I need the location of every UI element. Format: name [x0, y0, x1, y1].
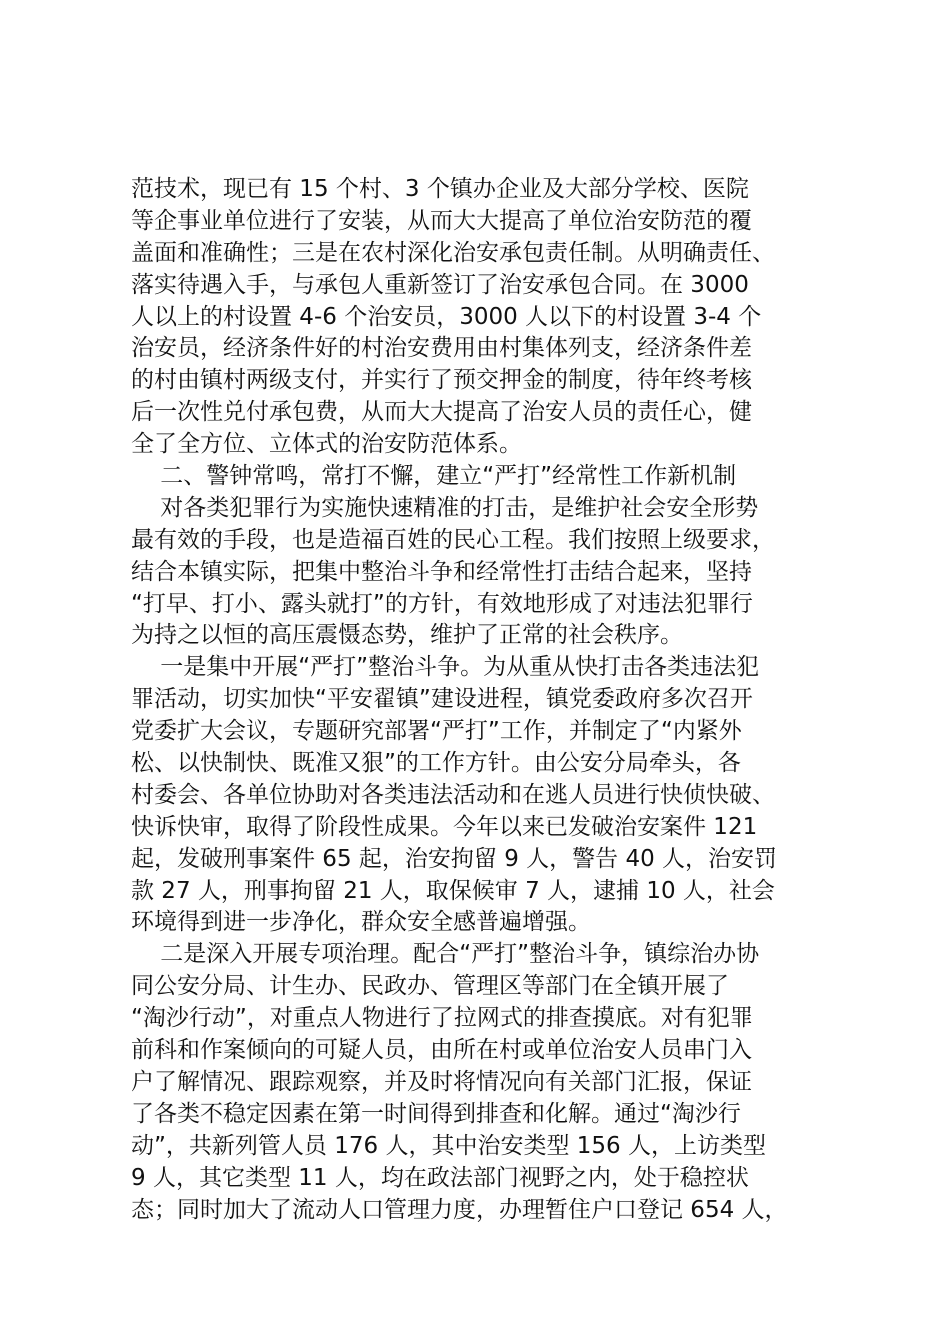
text-line: 二是深入开展专项治理。配合“严打”整治斗争，镇综治办协: [131, 941, 760, 968]
text-line: 落实待遇入手，与承包人重新签订了治安承包合同。在 3000: [131, 271, 749, 298]
text-line: 治安员，经济条件好的村治安费用由村集体列支，经济条件差: [131, 335, 752, 362]
text-line: 前科和作案倾向的可疑人员，由所在村或单位治安人员串门入: [131, 1037, 752, 1064]
text-line: “打早、打小、露头就打”的方针，有效地形成了对违法犯罪行: [131, 590, 753, 617]
text-line: 动”，共新列管人员 176 人，其中治安类型 156 人，上访类型: [131, 1132, 766, 1159]
text-line: 快诉快审，取得了阶段性成果。今年以来已发破治安案件 121: [131, 813, 758, 840]
text-line: 党委扩大会议，专题研究部署“严打”工作，并制定了“内紧外: [131, 718, 742, 745]
text-line: 款 27 人，刑事拘留 21 人，取保候审 7 人，逮捕 10 人，社会: [131, 877, 775, 904]
text-line: 范技术，现已有 15 个村、3 个镇办企业及大部分学校、医院: [131, 176, 749, 202]
text-line: 等企事业单位进行了安装，从而大大提高了单位治安防范的覆: [131, 207, 752, 234]
text-line: 对各类犯罪行为实施快速精准的打击，是维护社会安全形势: [131, 494, 759, 521]
text-line: 结合本镇实际，把集中整治斗争和经常性打击结合起来，坚持: [131, 558, 752, 585]
text-line: 为持之以恒的高压震慑态势，维护了正常的社会秩序。: [131, 622, 683, 649]
text-line: 环境得到进一步净化，群众安全感普遍增强。: [131, 909, 591, 936]
text-line: “淘沙行动”，对重点人物进行了拉网式的排查摸底。对有犯罪: [131, 1005, 753, 1032]
section-heading: 二、警钟常鸣，常打不懈，建立“严打”经常性工作新机制: [131, 463, 737, 490]
text-line: 了各类不稳定因素在第一时间得到排查和化解。通过“淘沙行: [131, 1100, 741, 1127]
text-line: 村委会、各单位协助对各类违法活动和在逃人员进行快侦快破、: [131, 781, 775, 808]
body-text: [131, 174, 831, 1226]
text-line: 起，发破刑事案件 65 起，治安拘留 9 人，警告 40 人，治安罚: [131, 845, 778, 872]
text-line: 最有效的手段，也是造福百姓的民心工程。我们按照上级要求，: [131, 526, 775, 553]
text-line: 盖面和准确性；三是在农村深化治安承包责任制。从明确责任、: [131, 239, 775, 266]
text-line: 的村由镇村两级支付，并实行了预交押金的制度，待年终考核: [131, 367, 752, 394]
text-line: 后一次性兑付承包费，从而大大提高了治安人员的责任心，健: [131, 399, 752, 426]
text-line: 同公安分局、计生办、民政办、管理区等部门在全镇开展了: [131, 973, 729, 1000]
text-line: 一是集中开展“严打”整治斗争。为从重从快打击各类违法犯: [131, 654, 760, 681]
text-line: 罪活动，切实加快“平安翟镇”建设进程，镇党委政府多次召开: [131, 686, 753, 713]
text-line: 9 人，其它类型 11 人，均在政法部门视野之内，处于稳控状: [131, 1164, 749, 1191]
text-line: 松、以快制快、既准又狠”的工作方针。由公安分局牵头，各: [131, 750, 741, 777]
text-line: 户了解情况、跟踪观察，并及时将情况向有关部门汇报，保证: [131, 1068, 752, 1095]
text-line: 全了全方位、立体式的治安防范体系。: [131, 431, 522, 458]
text-line: 人以上的村设置 4-6 个治安员，3000 人以下的村设置 3-4 个: [131, 303, 762, 330]
text-line: 态；同时加大了流动人口管理力度，办理暂住户口登记 654 人，: [131, 1196, 788, 1223]
